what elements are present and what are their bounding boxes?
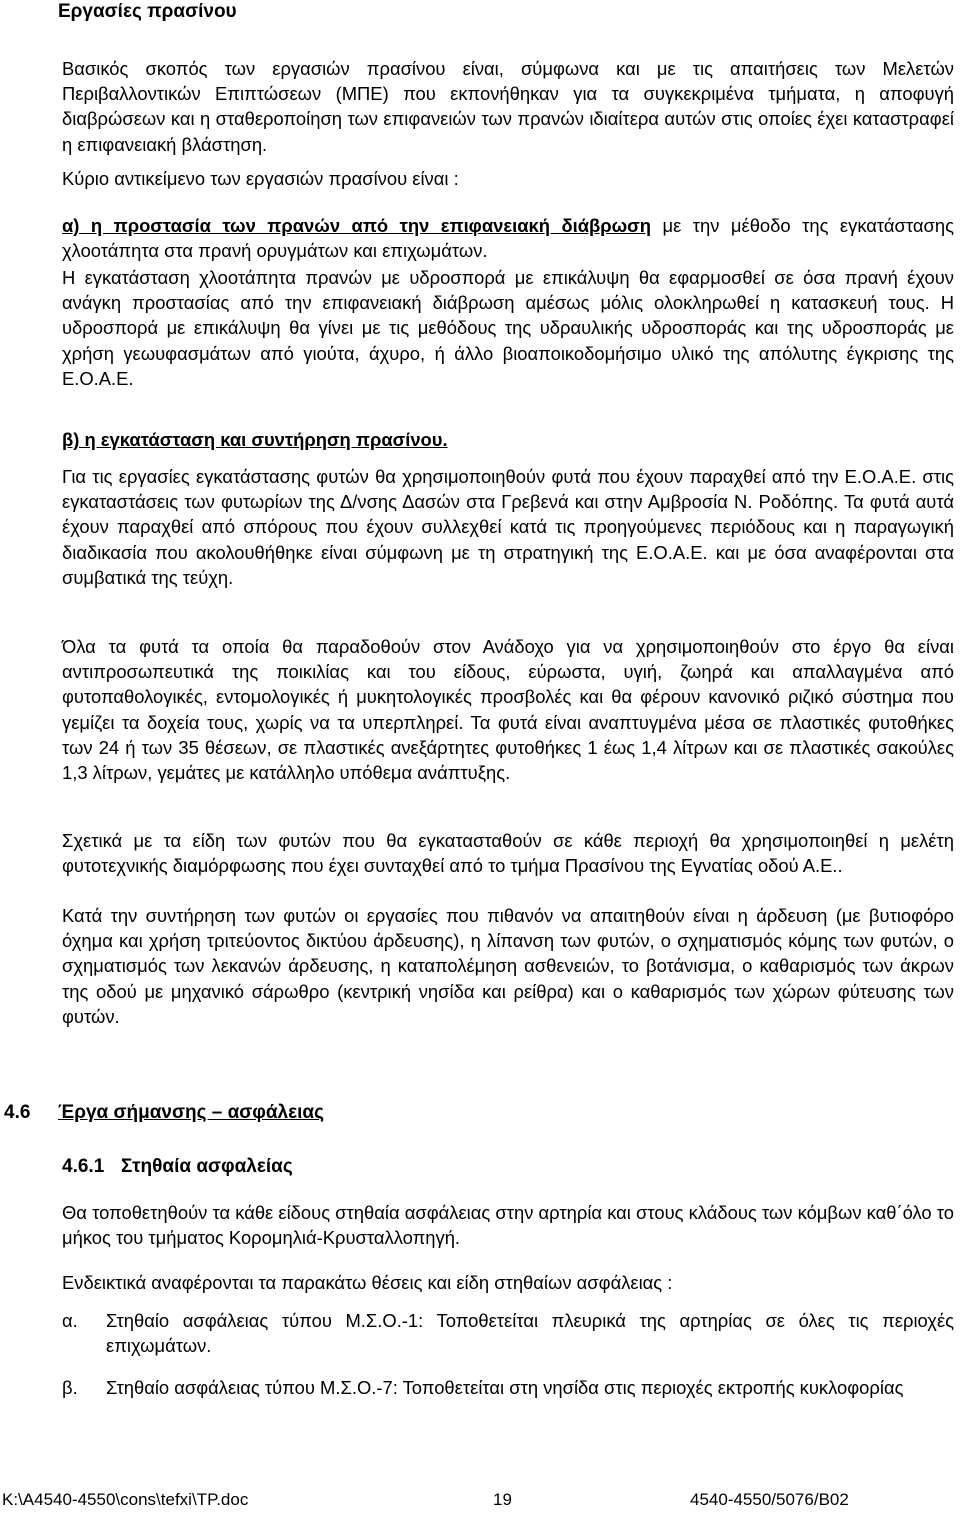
section-heading-text: Έργα σήμανσης – ασφάλειας — [58, 1102, 324, 1123]
footer-reference: 4540-4550/5076/B02 — [690, 1490, 849, 1509]
barriers-placement-paragraph: Θα τοποθετηθούν τα κάθε είδους στηθαία ασφάλειας στην αρτηρία και στους κλάδους των κόμβων καθ΄όλο το μήκος του τμήματος Κορομηλιά-Κρυσταλλοπηγή. — [62, 1202, 954, 1249]
plant-species-paragraph: Σχετικά με τα είδη των φυτών που θα εγκατασταθούν σε κάθε περιοχή θα χρησιμοποιηθεί η μελέτη φυτοτεχνικής διαμόρφωσης που έχει συνταχθεί από το τμήμα Πρασίνου της Εγνατίας οδού Α.Ε.. — [62, 830, 954, 877]
footer-path: K:\A4540-4550\cons\tefxi\TP.doc — [2, 1490, 249, 1509]
section-4-6-heading — [4, 1101, 904, 1125]
subsection-number: 4.6.1 — [62, 1156, 105, 1177]
hydroseeding-paragraph: Η εγκατάσταση χλοοτάπητα πρανών με υδροσπορά με επικάλυψη θα εφαρμοσθεί σε όσα πρανή έχουν ανάγκη προστασίας από την επιφανειακή διάβρωση αμέσως μόλις ολοκληρωθεί η κατασκευή τους. Η υδροσπορά με επικάλυψη θα γίνει με τις μεθόδους της υδραυλικής υδροσποράς και της υδροσποράς με χρήση γεωυφασμάτων από γιούτα, άχυρο, ή άλλο βιοαποικοδομήσιμο υλικό της απόλυτης έγκρισης της Ε.Ο.Α.Ε. — [62, 267, 954, 389]
item-a-paragraph — [62, 213, 954, 263]
list-item — [62, 1375, 954, 1400]
item-b-heading: β) η εγκατάσταση και συντήρηση πρασίνου. — [62, 429, 448, 450]
plants-quality-paragraph: Όλα τα φυτά τα οποία θα παραδοθούν στον Ανάδοχο για να χρησιμοποιηθούν στο έργο θα είναι αντιπροσωπευτικά της ποικιλίας και του είδους, εύρωστα, υγιή, ζωηρά και απαλλαγμένα από φυτοπαθολογικές, εντομολογικές ή μυκητολογικές προσβολές και θα φέρουν κανονικό ριζικό σύστημα που γεμίζει τα δοχεία τους, χωρίς να τα υπερπληρεί. Τα φυτά είναι αναπτυγμένα μέσα σε πλαστικές φυτοθήκες των 24 ή των 35 θέσεων, σε πλαστικές ανεξάρτητες φυτοθήκες 1 έως 1,4 λίτρων και σε πλαστικές σακούλες 1,3 λίτρων, γεμάτες με κατάλληλο υπόθεμα ανάπτυξης. — [62, 636, 954, 784]
list-marker: α. — [62, 1310, 78, 1331]
list-item-text: Στηθαίο ασφάλειας τύπου Μ.Σ.Ο.-1: Τοποθετείται πλευρικά της αρτηρίας σε όλες τις περιοχές επιχωμάτων. — [106, 1310, 954, 1357]
section-4-6-1-heading — [62, 1155, 862, 1179]
footer-page-number: 19 — [493, 1490, 512, 1509]
barriers-list-intro: Ενδεικτικά αναφέρονται τα παρακάτω θέσεις και είδη στηθαίων ασφάλειας : — [62, 1272, 673, 1293]
list-marker: β. — [62, 1377, 78, 1398]
list-item-text: Στηθαίο ασφάλειας τύπου Μ.Σ.Ο.-7: Τοποθετείται στη νησίδα στις περιοχές εκτροπής κυκλοφορίας — [106, 1377, 904, 1398]
maintenance-paragraph: Κατά την συντήρηση των φυτών οι εργασίες που πιθανόν να απαιτηθούν είναι η άρδευση (με βυτιοφόρο όχημα και χρήση τριτεύοντος δικτύου άρδευσης), η λίπανση των φυτών, ο σχηματισμός κόμης των φυτών, ο σχηματισμός των λεκανών άρδευσης, η καταπολέμηση ασθενειών, το βοτάνισμα, ο καθαρισμός των άκρων της οδού με μηχανικό σάρωθρο (κεντρική νησίδα και ρείθρα) και ο καθαρισμός των χώρων φύτευσης των φυτών. — [62, 905, 954, 1027]
item-a-text: με την μέθοδο της εγκατάστασης χλοοτάπητα στα πρανή ορυγμάτων και επιχωμάτων. — [62, 215, 954, 262]
intro-paragraph: Βασικός σκοπός των εργασιών πρασίνου είναι, σύμφωνα και με τις απαιτήσεις των Μελετών Περιβαλλοντικών Επιπτώσεων (ΜΠΕ) που εκπονήθηκαν για τα συγκεκριμένα τμήματα, η αποφυγή διαβρώσεων και η σταθεροποίηση των επιφανειών των πρανών ιδιαίτερα αυτών στις οποίες έχει καταστραφεί η επιφανειακή βλάστηση. — [62, 58, 954, 155]
main-object-paragraph: Κύριο αντικείμενο των εργασιών πρασίνου είναι : — [62, 168, 459, 189]
item-a-heading: α) η προστασία των πρανών από την επιφανειακή διάβρωση — [62, 215, 651, 236]
plants-source-paragraph: Για τις εργασίες εγκατάστασης φυτών θα χρησιμοποιηθούν φυτά που έχουν παραχθεί από την Ε.Ο.Α.Ε. στις εγκαταστάσεις των φυτωρίων της Δ/νσης Δασών στα Γρεβενά και στην Αμβροσία Ν. Ροδόπης. Τα φυτά αυτά έχουν παραχθεί από σπόρους που έχουν συλλεχθεί κατά τις προηγούμενες περιόδους και η παραγωγική διαδικασία που ακολουθήθηκε είναι σύμφωνη με τη στρατηγική της Ε.Ο.Α.Ε. και με όσα αναφέρονται στα συμβατικά της τεύχη. — [62, 466, 954, 588]
subsection-heading-text: Στηθαία ασφαλείας — [121, 1156, 293, 1177]
section-number: 4.6 — [4, 1102, 31, 1123]
list-item — [62, 1308, 954, 1358]
section-title: Εργασίες πρασίνου — [58, 1, 237, 22]
